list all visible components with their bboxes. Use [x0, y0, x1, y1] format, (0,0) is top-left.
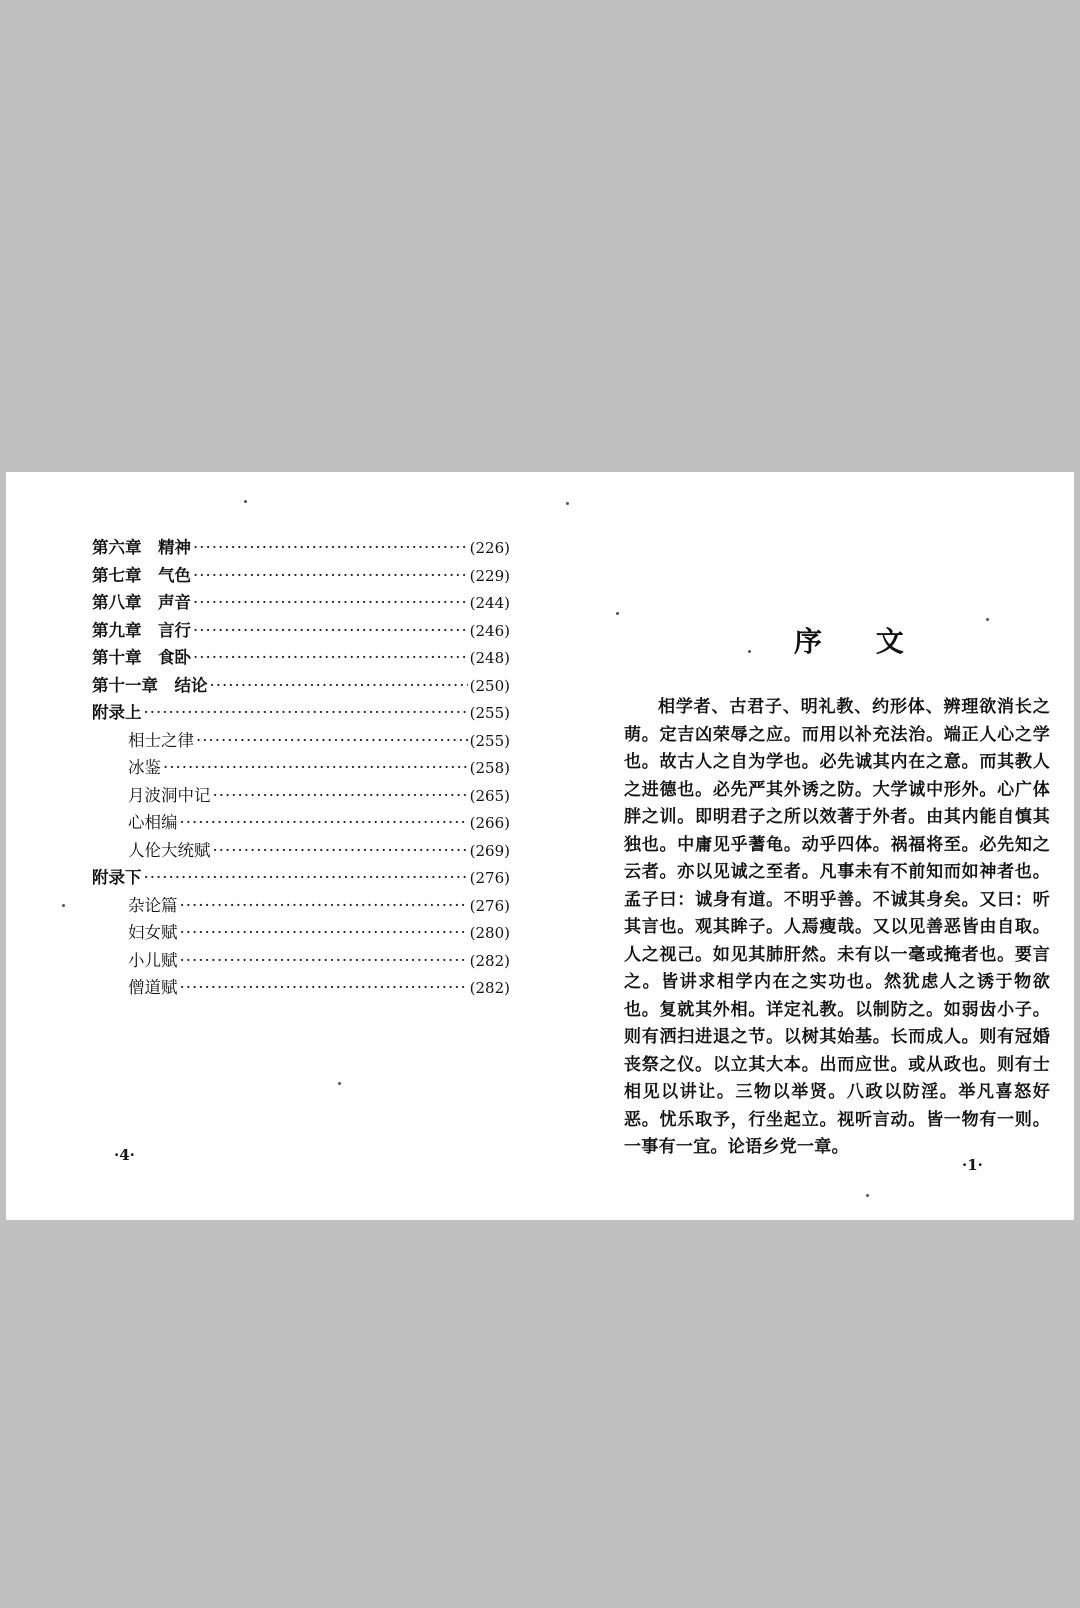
toc-entry-page: (226): [469, 539, 510, 557]
toc-entry-label: 僧道赋: [128, 978, 178, 997]
toc-entry-label: 第九章 言行: [92, 620, 191, 640]
toc-leader-dots: [193, 538, 468, 557]
toc-leader-dots: [144, 868, 468, 887]
left-page-number: ·4·: [114, 1146, 135, 1164]
preface-title: 序 文: [794, 625, 926, 658]
toc-entry-page: (229): [469, 566, 510, 585]
toc-entry-label: 月波洞中记: [128, 785, 211, 805]
toc-entry-page: (250): [469, 676, 510, 695]
scan-speck: [866, 1194, 869, 1197]
toc-entry: [92, 562, 510, 590]
right-page-number: ·1·: [962, 1156, 983, 1174]
toc-leader-dots: [193, 648, 468, 667]
toc-leader-dots: [180, 923, 468, 942]
scan-speck: [616, 612, 619, 615]
toc-entry-label: 附录上: [92, 703, 142, 722]
toc-entry-label: 第八章 声音: [92, 593, 191, 612]
toc-entry: [92, 782, 510, 810]
toc-entry-label: 妇女赋: [128, 923, 178, 942]
toc-entry-page: (248): [469, 649, 510, 667]
toc-entry-label: 杂论篇: [128, 895, 178, 915]
book-spread: [6, 472, 1074, 1220]
toc-entry: [92, 919, 510, 947]
toc-entry-page: (276): [469, 869, 510, 887]
scan-speck: [338, 1082, 341, 1085]
toc-entry: [92, 699, 510, 727]
toc-entry-page: (280): [469, 924, 510, 942]
toc-entry-page: (255): [469, 704, 510, 722]
toc-leader-dots: [213, 786, 468, 805]
toc-entry-page: (282): [469, 951, 510, 970]
table-of-contents: [92, 534, 510, 1002]
toc-entry-page: (244): [469, 594, 510, 612]
toc-entry: [92, 534, 510, 562]
toc-entry-label: 相士之律: [128, 730, 194, 750]
toc-leader-dots: [193, 593, 468, 612]
toc-leader-dots: [180, 978, 468, 997]
scan-speck: [748, 650, 751, 653]
toc-entry: [92, 754, 510, 782]
toc-entry-label: 第十一章 结论: [92, 675, 208, 695]
toc-entry-label: 附录下: [92, 868, 142, 887]
toc-entry: [92, 864, 510, 892]
toc-entry-label: 人伦大统赋: [128, 840, 211, 860]
toc-entry: [92, 809, 510, 837]
toc-entry-page: (276): [469, 896, 510, 915]
preface-body: 相学者、古君子、明礼教、约形体、辨理欲消长之萌。定吉凶荣辱之应。而用以补充法治。端正人心之学也。故古人之自为学也。必先诚其内在之意。而其教人之进德也。必先严其外诱之防。大学诚中形外。心广体胖之训。即明君子之所以效著于外者。由其内能自慎其独也。中庸见乎蓍龟。动乎四体。祸福将至。必先知之云者。亦以见诚之至者。凡事未有不前知而如神者也。孟子曰：诚身有道。不明乎善。不诚其身矣。又曰：听其言也。观其眸子。人焉瘦哉。又以见善恶皆由自取。人之视己。如见其肺肝然。未有以一毫或掩者也。要言之。皆讲求相学内在之实功也。然犹虑人之诱于物欲也。复就其外相。详定礼教。以制防之。如弱齿小子。则有洒扫进退之节。以树其始基。长而成人。则有冠婚丧祭之仪。以立其大本。出而应世。或从政也。则有士相见以讲让。三物以举贤。八政以防淫。举凡喜怒好恶。忧乐取予，行坐起立。视听言动。皆一物有一则。一事有一宜。论语乡党一章。: [624, 697, 1050, 1157]
toc-entry-label: 第六章 精神: [92, 538, 191, 557]
toc-entry: [92, 617, 510, 645]
toc-leader-dots: [210, 676, 468, 695]
toc-entry: [92, 672, 510, 700]
toc-entry: [92, 644, 510, 672]
toc-entry-label: 心相编: [128, 813, 178, 832]
toc-entry-label: 第七章 气色: [92, 565, 191, 585]
toc-leader-dots: [213, 841, 468, 860]
toc-entry-page: (246): [469, 621, 510, 640]
toc-leader-dots: [180, 813, 468, 832]
toc-leader-dots: [180, 896, 468, 915]
toc-leader-dots: [196, 731, 468, 750]
toc-leader-dots: [193, 566, 468, 585]
toc-leader-dots: [193, 621, 468, 640]
toc-entry-label: 冰鉴: [128, 758, 161, 777]
toc-entry: [92, 727, 510, 755]
toc-entry: [92, 837, 510, 865]
scan-speck: [566, 502, 569, 505]
toc-entry-page: (282): [469, 979, 510, 997]
toc-entry-page: (255): [469, 731, 510, 750]
toc-entry-label: 第十章 食卧: [92, 648, 191, 667]
toc-entry-page: (266): [469, 814, 510, 832]
scan-speck: [244, 500, 247, 503]
toc-leader-dots: [144, 703, 468, 722]
toc-entry-label: 小儿赋: [128, 950, 178, 970]
toc-entry-page: (269): [469, 841, 510, 860]
toc-entry: [92, 947, 510, 975]
toc-leader-dots: [163, 758, 468, 777]
toc-leader-dots: [180, 951, 468, 970]
toc-entry-page: (258): [469, 759, 510, 777]
toc-entry: [92, 892, 510, 920]
scan-speck: [986, 618, 989, 621]
toc-entry-page: (265): [469, 786, 510, 805]
toc-entry: [92, 589, 510, 617]
toc-entry: [92, 974, 510, 1002]
scan-speck: [62, 904, 65, 907]
